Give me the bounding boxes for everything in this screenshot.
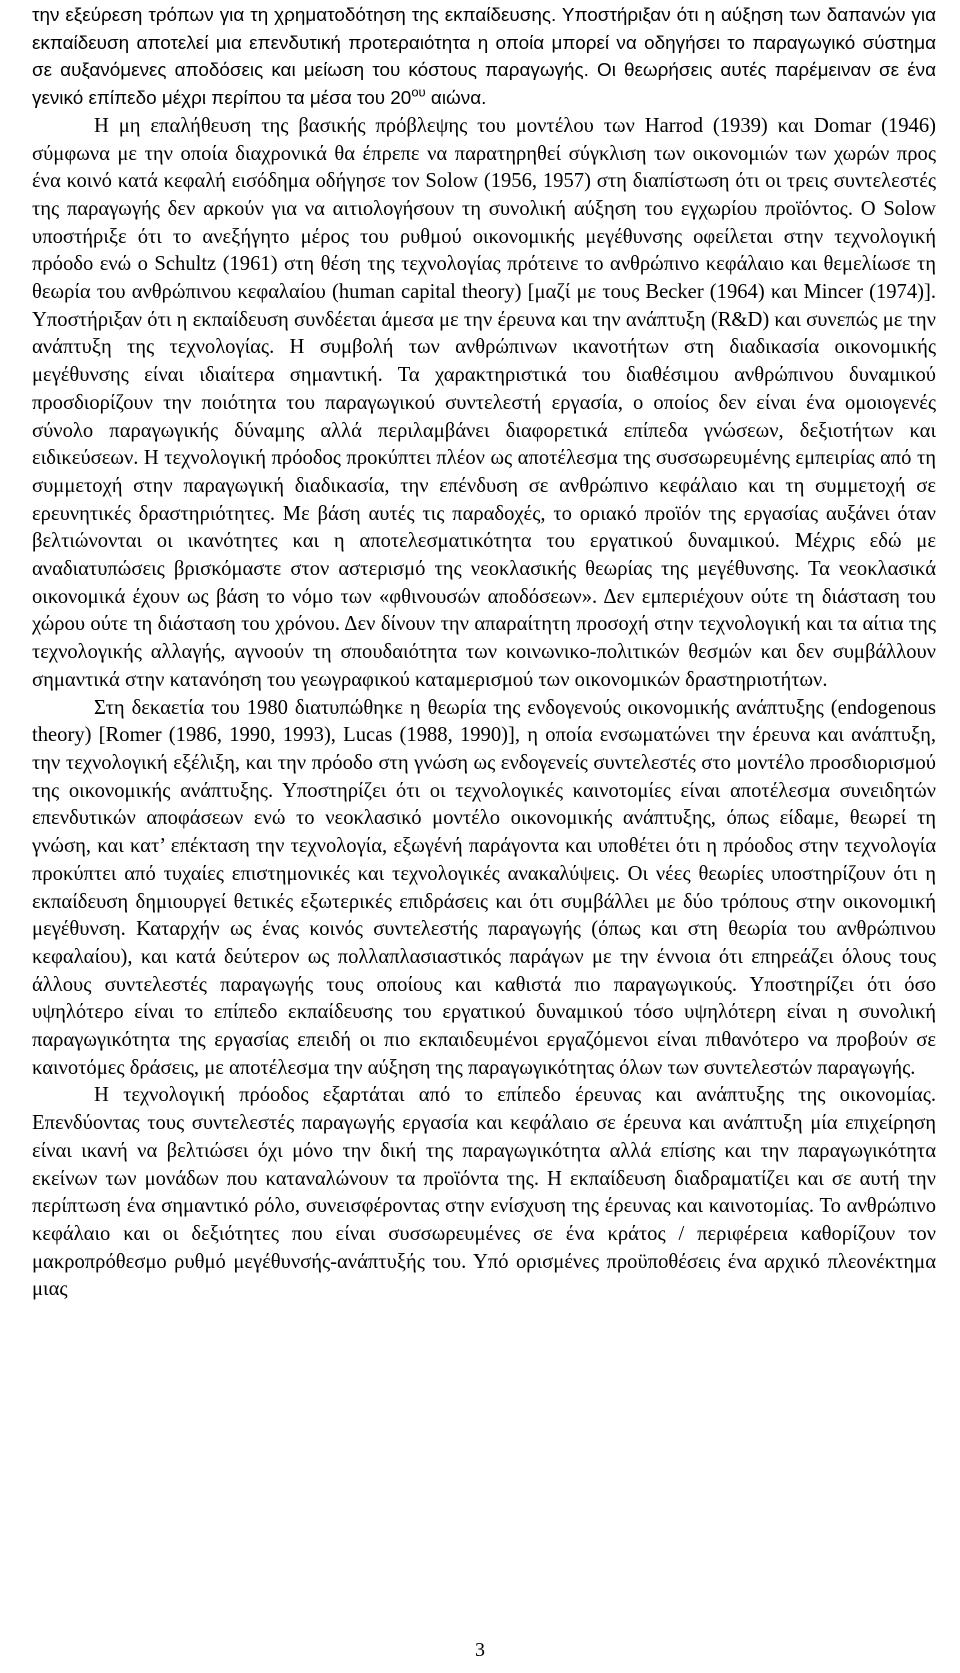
superscript-ordinal: ου bbox=[411, 84, 426, 100]
paragraph-4: Η τεχνολογική πρόοδος εξαρτάται από το επίπεδο έρευνας και ανάπτυξης της οικονομίας. Επενδύοντας τους συντελεστές παραγωγής εργασία και κεφάλαιο σε έρευνα και ανάπτυξη μία επιχείρηση είναι ικανή να βελτιώσει όχι μόνο την δική της παραγωγικότητα αλλά επίσης και την παραγωγικότητα εκείνων των μονάδων που καταναλώνουν τα προϊόντα της. Η εκπαίδευση διαδραματίζει και σε αυτή την περίπτωση ένα σημαντικό ρόλο, συνεισφέροντας στην ενίσχυση της έρευνας και καινοτομίας. Το ανθρώπινο κεφάλαιο και οι δεξιότητες που είναι συσσωρευμένες σε ένα κράτος / περιφέρεια καθορίζουν τον μακροπρόθεσμο ρυθμό μεγέθυνσής-ανάπτυξής του. Υπό ορισμένες προϋποθέσεις ένα αρχικό πλεονέκτημα μιας bbox=[32, 1084, 936, 1301]
paragraph-1-tail: αιώνα. bbox=[425, 88, 487, 110]
page-number: 3 bbox=[475, 1639, 485, 1661]
paragraph-1 bbox=[32, 2, 936, 113]
paragraph-2: Η μη επαλήθευση της βασικής πρόβλεψης του μοντέλου των Harrod (1939) και Domar (1946) σύμφωνα με την οποία διαχρονικά θα έπρεπε να παρατηρηθεί σύγκλιση των οικονομιών των χωρών προς ένα κοινό κατά κεφαλή εισόδημα οδήγησε τον Solow (1956, 1957) στη διαπίστωση ότι οι τρεις συντελεστές της παραγωγής δεν αρκούν για να αιτιολογήσουν τη συνολική αύξηση του εγχωρίου προϊόντος. Ο Solow υποστήριξε ότι το ανεξήγητο μέρος του ρυθμού οικονομικής μεγέθυνσης οφείλεται στην τεχνολογική πρόοδο ενώ ο Schultz (1961) στη θέση της τεχνολογίας πρότεινε το ανθρώπινο κεφάλαιο και θεμελίωσε τη θεωρία του ανθρώπινου κεφαλαίου (human capital theory) [μαζί με τους Becker (1964) και Mincer (1974)]. Υποστήριξαν ότι η εκπαίδευση συνδέεται άμεσα με την έρευνα και την ανάπτυξη (R&D) και συνεπώς με την ανάπτυξη της τεχνολογίας. Η συμβολή των ανθρώπινων ικανοτήτων στη διαδικασία οικονομικής μεγέθυνσης είναι ιδιαίτερα σημαντική. Τα χαρακτηριστικά του διαθέσιμου ανθρώπινου δυναμικού προσδιορίζουν την ποιότητα του παραγωγικού συντελεστή εργασία, ο οποίος δεν είναι ένα ομοιογενές σύνολο παραγωγικής δύναμης αλλά περιλαμβάνει διαφορετικά επίπεδα γνώσεων, δεξιοτήτων και ειδικεύσεων. Η τεχνολογική πρόοδος προκύπτει πλέον ως αποτέλεσμα της συσσωρευμένης εμπειρίας από τη συμμετοχή στην παραγωγική διαδικασία, την επένδυση σε ανθρώπινο κεφάλαιο και τη συμμετοχή σε ερευνητικές δραστηριότητες. Με βάση αυτές τις παραδοχές, το οριακό προϊόν της εργασίας αυξάνει όταν βελτιώνονται οι ικανότητες και η αποτελεσματικότητα του εργατικού δυναμικού. Μέχρις εδώ με αναδιατυπώσεις βρισκόμαστε στον αστερισμό της νεοκλασικής θεωρίας της μεγέθυνσης. Τα νεοκλασικά οικονομικά έχουν ως βάση το νόμο των «φθινουσών αποδόσεων». Δεν εμπεριέχουν ούτε τη διάσταση του χώρου ούτε τη διάσταση του χρόνου. Δεν δίνουν την απαραίτητη προσοχή στην τεχνολογική και τα αίτια της τεχνολογικής αλλαγής, αγνοούν τη σπουδαιότητα των κοινωνικο-πολιτικών θεσμών και δεν συμβάλλουν σημαντικά στην κατανόηση του γεωγραφικού καταμερισμού των οικονομικών δραστηριοτήτων. bbox=[32, 114, 936, 691]
page-body bbox=[32, 2, 936, 1304]
paragraph-1-text: την εξεύρεση τρόπων για τη χρηματοδότηση της εκπαίδευσης. Υποστήριξαν ότι η αύξηση των δαπανών για εκπαίδευση αποτελεί μια επενδυτική προτεραιότητα η οποία μπορεί να οδηγήσει το παραγωγικό σύστημα σε αυξανόμενες αποδόσεις και μείωση του κόστους παραγωγής. Οι θεωρήσεις αυτές παρέμειναν σε ένα γενικό επίπεδο μέχρι περίπου τα μέσα του 20 bbox=[32, 5, 936, 110]
paragraph-3: Στη δεκαετία του 1980 διατυπώθηκε η θεωρία της ενδογενούς οικονομικής ανάπτυξης (endogenous theory) [Romer (1986, 1990, 1993), Lucas (1988, 1990)], η οποία ενσωματώνει την έρευνα και ανάπτυξη, την τεχνολογική εξέλιξη, και την πρόοδο στη γνώση ως ενδογενείς συντελεστές στο μοντέλο προσδιορισμού της οικονομικής ανάπτυξης. Υποστηρίζει ότι οι τεχνολογικές καινοτομίες είναι αποτέλεσμα συνειδητών επενδυτικών αποφάσεων ενώ το νεοκλασικό μοντέλο οικονομικής ανάπτυξης, όπως είδαμε, θεωρεί τη γνώση, και κατ’ επέκταση την τεχνολογία, εξωγένή παράγοντα και υποθέτει ότι η πρόοδος στην τεχνολογία προκύπτει από τυχαίες επιστημονικές και τεχνολογικές ανακαλύψεις. Οι νέες θεωρίες υποστηρίζουν ότι η εκπαίδευση δημιουργεί θετικές εξωτερικές επιδράσεις και ότι συμβάλλει με δύο τρόπους στην οικονομική μεγέθυνση. Καταρχήν ως ένας κοινός συντελεστής παραγωγής (όπως και στη θεωρία του ανθρώπινου κεφαλαίου), και κατά δεύτερον ως πολλαπλασιαστικός παράγων με την έννοια ότι επηρεάζει όλους τους άλλους συντελεστές παραγωγής τους οποίους και καθιστά πιο παραγωγικούς. Υποστηρίζει ότι όσο υψηλότερο είναι το επίπεδο εκπαίδευσης του εργατικού δυναμικού τόσο υψηλότερη είναι η συνολική παραγωγικότητα της εργασίας επειδή οι πιο εκπαιδευμένοι εργαζόμενοι είναι πιθανότερο να προβούν σε καινοτόμες δράσεις, με αποτέλεσμα την αύξηση της παραγωγικότητας όλων των συντελεστών παραγωγής. bbox=[32, 696, 936, 1079]
